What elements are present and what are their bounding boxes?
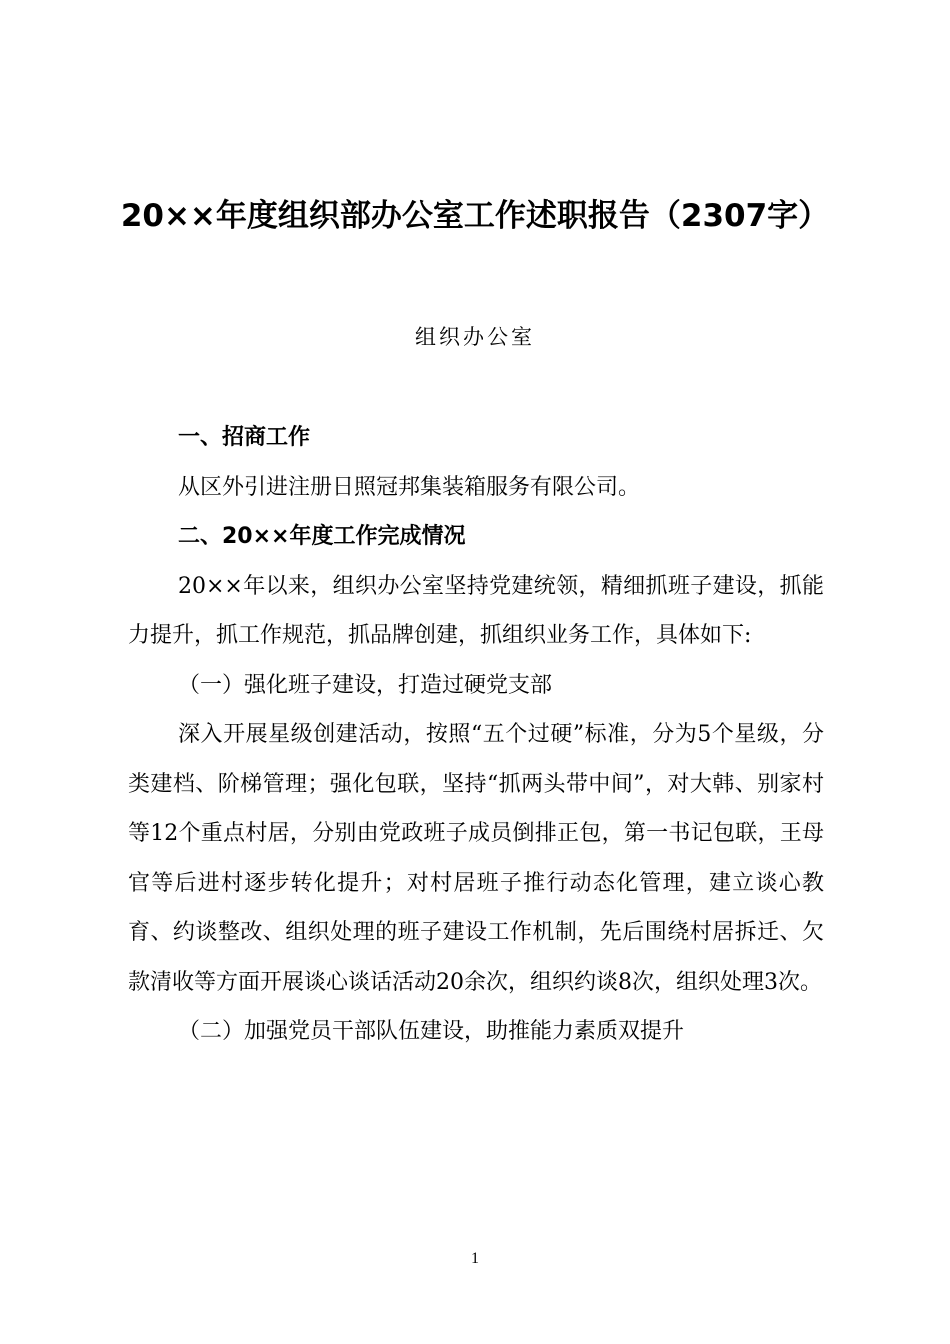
- section-heading-1: 一、招商工作: [178, 425, 311, 450]
- page-number: 1: [471, 1250, 479, 1267]
- document-body: [128, 413, 824, 1057]
- paragraph: 深入开展星级创建活动，按照“五个过硬”标准，分为5个星级，分类建档、阶梯管理；强化包联，坚持“抓两头带中间”，对大韩、别家村等12个重点村居，分别由党政班子成员倒排正包，第一书记包联，王母官等后进村逐步转化提升；对村居班子推行动态化管理，建立谈心教育、约谈整改、组织处理的班子建设工作机制，先后围绕村居拆迁、欠款清收等方面开展谈心谈话活动20余次，组织约谈8次，组织处理3次。: [128, 722, 824, 995]
- document-author: 组织办公室: [415, 325, 535, 349]
- sub-heading-2: （二）加强党员干部队伍建设，助推能力素质双提升: [178, 1019, 685, 1044]
- document-title: 20××年度组织部办公室工作述职报告（2307字）: [120, 198, 830, 234]
- sub-heading-1: （一）强化班子建设，打造过硬党支部: [178, 672, 553, 698]
- section-heading-2: 二、20××年度工作完成情况: [178, 524, 466, 549]
- paragraph: 从区外引进注册日照冠邦集装箱服务有限公司。: [178, 474, 641, 500]
- paragraph: 20××年以来，组织办公室坚持党建统领，精细抓班子建设，抓能力提升，抓工作规范，抓品牌创建，抓组织业务工作，具体如下:: [128, 573, 824, 648]
